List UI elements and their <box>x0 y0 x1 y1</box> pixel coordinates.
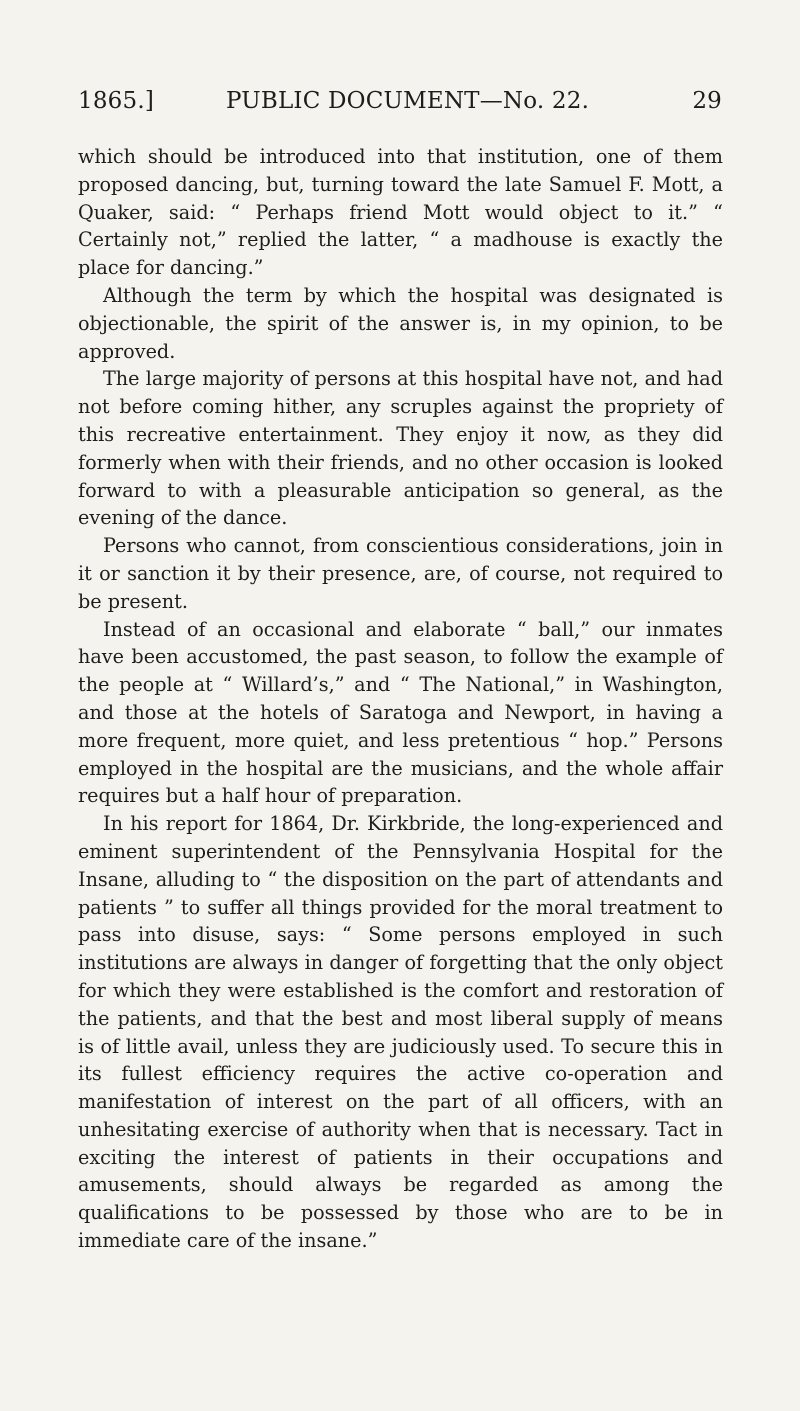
header-year: 1865.] <box>78 88 155 114</box>
page-number: 29 <box>692 88 722 114</box>
paragraph-6: In his report for 1864, Dr. Kirkbride, the long-experienced and eminent superintendent of the Pennsylvania Hospital for the Insane, alluding to “ the disposition on the part of attendants and patients ” to suffer all things provided for the moral treatment to pass into disuse, says: “ Some persons employed in such institutions are always in danger of forgetting that the only object for which they were established is the comfort and restoration of the patients, and that the best and most liberal supply of means is of little avail, unless they are judiciously used. To secure this in its fullest efficiency requires the active co-operation and manifestation of interest on the part of all officers, with an unhesitating exercise of authority when that is necessary. Tact in exciting the interest of patients in their occupations and amusements, should always be regarded as among the qualifications to be possessed by those who are to be in immediate care of the insane.” <box>78 812 723 1253</box>
running-header <box>78 88 722 122</box>
paragraph-2: Although the term by which the hospital was designated is objectionable, the spirit of the answer is, in my opinion, to be approved. <box>78 283 723 363</box>
paragraph-5: Instead of an occasional and elaborate “ ball,” our inmates have been accustomed, the past season, to follow the example of the people at “ Willard’s,” and “ The National,” in Washington, and those at the hotels of Saratoga and Newport, in having a more frequent, more quiet, and less pretentious “ hop.” Persons employed in the hospital are the musicians, and the whole affair requires but a half hour of preparation. <box>78 617 723 808</box>
header-title: PUBLIC DOCUMENT—No. 22. <box>226 88 590 114</box>
paragraph-1: which should be introduced into that institution, one of them proposed dancing, but, turning toward the late Samuel F. Mott, a Quaker, said: “ Perhaps friend Mott would object to it.” “ Certainly not,” replied the latter, “ a madhouse is exactly the place for dancing.” <box>78 145 723 280</box>
paragraph-3: The large majority of persons at this hospital have not, and had not before coming hither, any scruples against the propriety of this recreative entertainment. They enjoy it now, as they did formerly when with their friends, and no other occasion is looked forward to with a pleasurable anticipation so general, as the evening of the dance. <box>78 367 723 530</box>
paragraph-4: Persons who cannot, from conscientious considerations, join in it or sanction it by their presence, are, of course, not required to be present. <box>78 534 723 613</box>
body-text <box>78 143 723 1255</box>
